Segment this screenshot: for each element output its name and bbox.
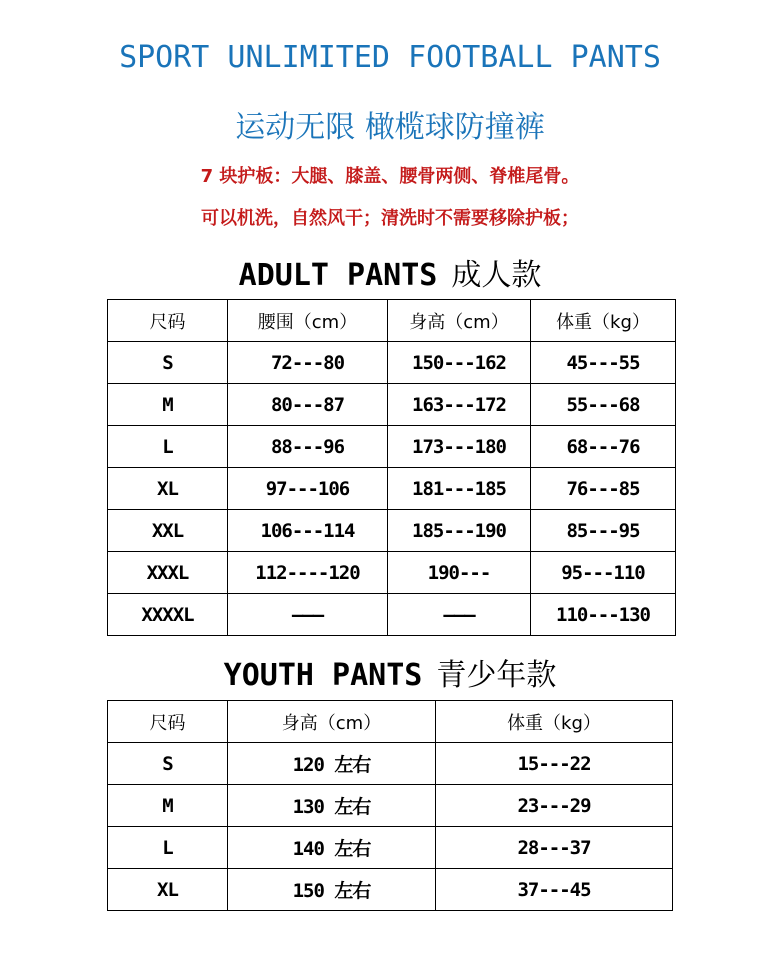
size-cell: M [108,785,228,827]
table-row [108,384,676,426]
waist-cell: 112----120 [228,552,388,594]
youth-section-title [0,650,780,694]
height-cell: 181---185 [388,468,531,510]
height-cell: 130 左右 [228,785,436,827]
size-cell: XL [108,869,228,911]
height-cell: 150---162 [388,342,531,384]
height-cell: 150 左右 [228,869,436,911]
header-cell-weight: 体重（kg） [436,701,673,743]
table-row [108,426,676,468]
table-row [108,510,676,552]
youth-title-english: YOUTH PANTS [223,658,423,693]
weight-cell: 28---37 [436,827,673,869]
adult-size-table [107,299,676,636]
weight-cell: 95---110 [531,552,676,594]
weight-cell: 85---95 [531,510,676,552]
header-cell-size: 尺码 [108,701,228,743]
size-cell: S [108,342,228,384]
weight-cell: 76---85 [531,468,676,510]
waist-cell: 97---106 [228,468,388,510]
youth-title-chinese: 青少年款 [436,658,557,693]
height-cell: 185---190 [388,510,531,552]
table-header-row [108,701,673,743]
header-cell-size: 尺码 [108,300,228,342]
weight-cell: 23---29 [436,785,673,827]
waist-cell: 72---80 [228,342,388,384]
table-row [108,869,673,911]
adult-title-english: ADULT PANTS [238,258,438,293]
header-cell-waist: 腰围（cm） [228,300,388,342]
header-cell-height: 身高（cm） [388,300,531,342]
waist-cell: ——— [228,594,388,636]
size-cell: S [108,743,228,785]
size-cell: XL [108,468,228,510]
height-cell: 120 左右 [228,743,436,785]
feature-note-protection: 7 块护板：大腿、膝盖、腰骨两侧、脊椎尾骨。 [200,166,580,187]
size-cell: M [108,384,228,426]
size-cell: XXXXL [108,594,228,636]
height-cell: ——— [388,594,531,636]
table-row [108,785,673,827]
weight-cell: 110---130 [531,594,676,636]
height-cell: 163---172 [388,384,531,426]
height-cell: 190--- [388,552,531,594]
waist-cell: 88---96 [228,426,388,468]
table-row [108,342,676,384]
weight-cell: 37---45 [436,869,673,911]
weight-cell: 45---55 [531,342,676,384]
size-cell: XXL [108,510,228,552]
size-cell: L [108,426,228,468]
title-chinese: 运动无限 橄榄球防撞裤 [235,110,545,145]
table-row [108,827,673,869]
adult-section-title [0,250,780,294]
feature-note-washing: 可以机洗，自然风干；清洗时不需要移除护板； [201,208,579,229]
waist-cell: 106---114 [228,510,388,552]
height-cell: 140 左右 [228,827,436,869]
height-cell: 173---180 [388,426,531,468]
title-english: SPORT UNLIMITED FOOTBALL PANTS [119,40,661,75]
size-cell: XXXL [108,552,228,594]
weight-cell: 68---76 [531,426,676,468]
youth-size-table [107,700,673,911]
weight-cell: 15---22 [436,743,673,785]
table-row [108,594,676,636]
waist-cell: 80---87 [228,384,388,426]
table-row [108,552,676,594]
header-cell-weight: 体重（kg） [531,300,676,342]
adult-title-chinese: 成人款 [451,258,542,293]
table-header-row [108,300,676,342]
size-cell: L [108,827,228,869]
table-row [108,468,676,510]
table-row [108,743,673,785]
weight-cell: 55---68 [531,384,676,426]
header-cell-height: 身高（cm） [228,701,436,743]
